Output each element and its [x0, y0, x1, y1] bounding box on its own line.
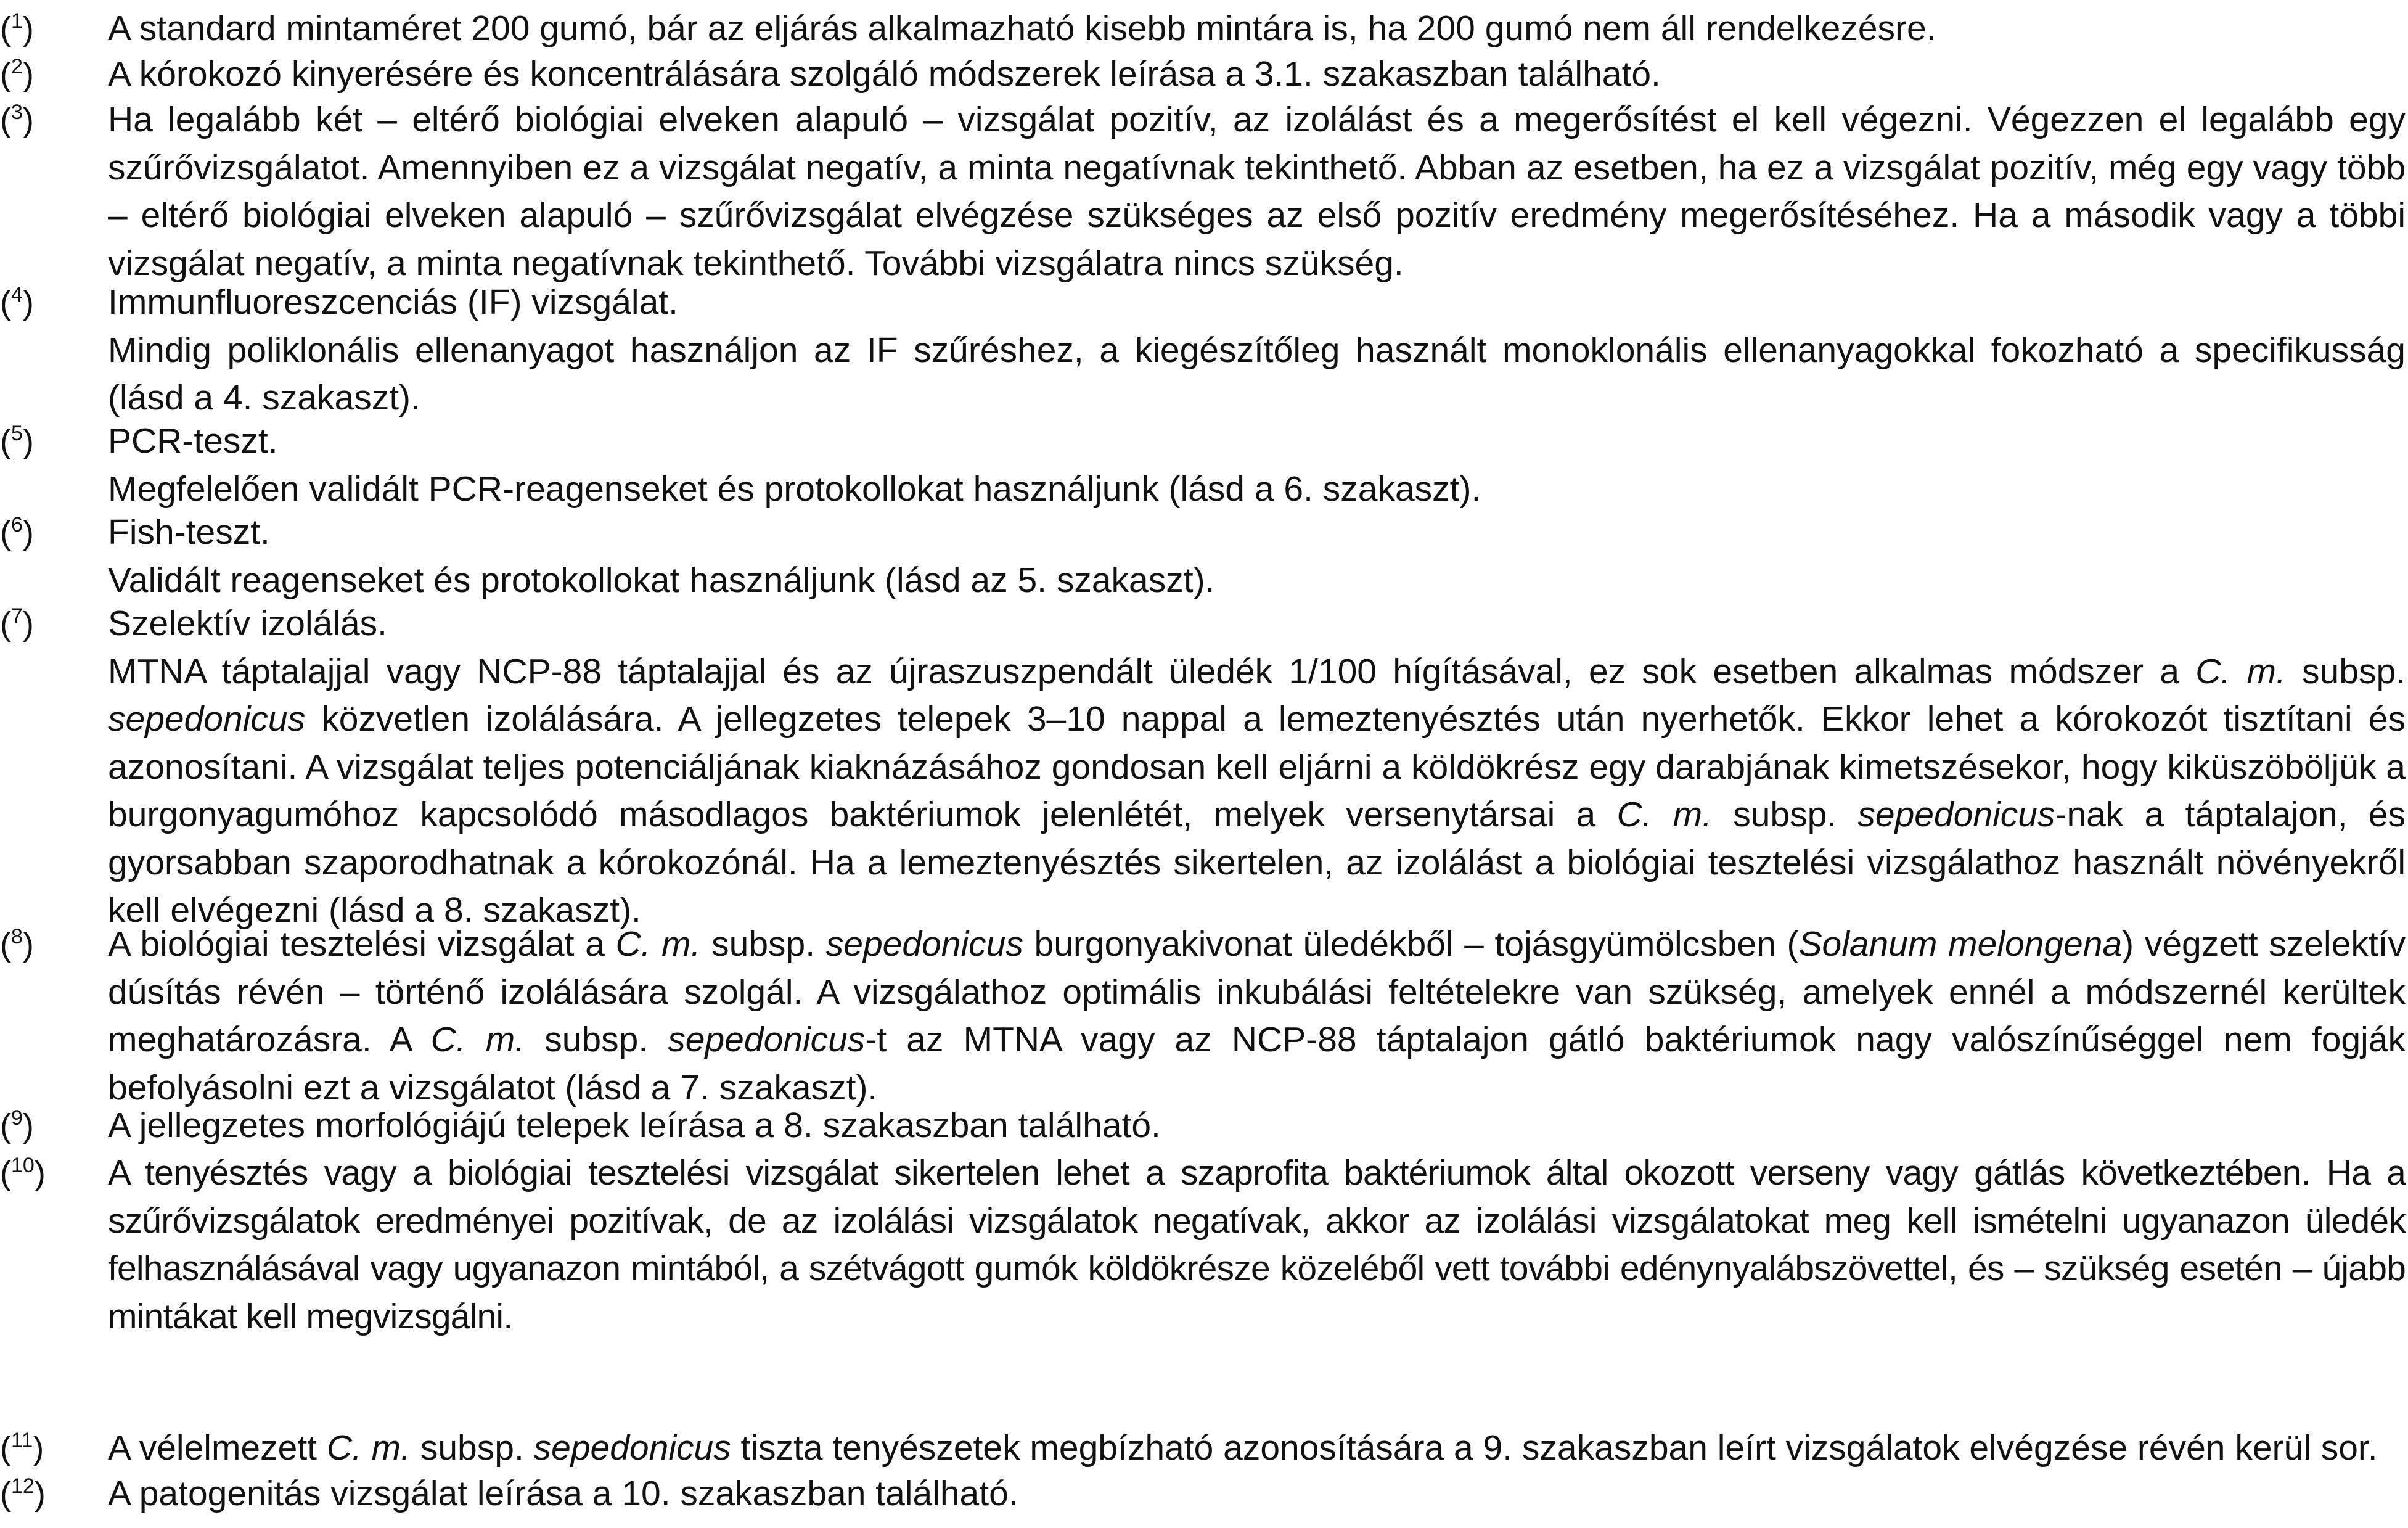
footnote-paragraph: [108, 509, 2406, 557]
footnote-paragraph: [108, 466, 2406, 514]
footnote-number: 10: [10, 1154, 35, 1177]
footnote-marker: ($^{10}$): [0, 1154, 46, 1192]
footnote-text: [108, 279, 2406, 422]
footnote-marker: ($^4$): [0, 283, 34, 321]
italic-term: C. m.: [2195, 651, 2286, 691]
text-run: subsp.: [525, 1020, 668, 1059]
footnote-paragraph: [108, 5, 2406, 53]
footnote-number: 2: [10, 55, 23, 78]
footnote-marker: ($^9$): [0, 1106, 34, 1144]
italic-term: Solanum melongena: [1798, 924, 2123, 964]
text-run: A biológiai tesztelési vizsgálat a: [108, 924, 616, 964]
footnote-paragraph: [108, 557, 2406, 605]
footnote-paragraph: [108, 1470, 2406, 1518]
italic-term: C. m.: [326, 1428, 411, 1468]
text-run: subsp.: [1712, 795, 1858, 834]
footnote-marker: ($^3$): [0, 101, 34, 139]
footnote-number: 3: [10, 101, 23, 124]
footnote-text: [108, 96, 2406, 287]
footnote-number: 12: [10, 1474, 35, 1498]
text-run: subsp.: [700, 924, 826, 964]
text-run: burgonyakivonat üledékből – tojásgyümölcsben (: [1023, 924, 1799, 964]
footnote-number: 6: [10, 513, 23, 536]
footnote-number: 5: [10, 422, 23, 445]
footnote-paragraph: [108, 648, 2406, 935]
footnote-marker: ($^7$): [0, 604, 34, 643]
footnote-paragraph: [108, 600, 2406, 648]
footnote-text: [108, 921, 2406, 1112]
text-run: A kórokozó kinyerésére és koncentrálására szolgáló módszerek leírása a 3.1. szakaszban található.: [108, 54, 1661, 94]
text-run: -nak a táptalajon, és gyorsabban szaporodhatnak a kórokozónál. Ha a lemeztenyésztés sikertelen, az izolálást a biológiai tesztelési vizsgálathoz használt növényekről kell elvégezni (lásd a 8. szakaszt).: [108, 795, 2406, 930]
footnote-marker: ($^5$): [0, 422, 34, 460]
footnote-text: [108, 1470, 2406, 1518]
footnote-text: [108, 417, 2406, 513]
text-run: Mindig poliklonális ellenanyagot használjon az IF szűréshez, a kiegészítőleg használt monoklonális ellenanyagokkal fokozható a specifikusság (lásd a 4. szakaszt).: [108, 330, 2406, 417]
footnote-text: [108, 509, 2406, 604]
footnote-marker: ($^{12}$): [0, 1474, 46, 1513]
italic-term: C. m.: [430, 1020, 525, 1059]
text-run: PCR-teszt.: [108, 421, 278, 461]
footnote-number: 1: [10, 9, 23, 33]
footnote-paragraph: [108, 51, 2406, 99]
footnote-paragraph: [108, 327, 2406, 422]
text-run: A standard mintaméret 200 gumó, bár az eljárás alkalmazható kisebb mintára is, ha 200 gumó nem áll rendelkezésre.: [108, 9, 1936, 48]
footnote-text: [108, 5, 2406, 53]
text-run: Megfelelően validált PCR-reagenseket és protokollokat használjunk (lásd a 6. szakaszt).: [108, 469, 1481, 509]
footnote-paragraph: [108, 921, 2406, 1112]
footnote-marker: ($^6$): [0, 513, 34, 551]
footnote-text: [108, 51, 2406, 99]
text-run: Ha legalább két – eltérő biológiai elveken alapuló – vizsgálat pozitív, az izolálást és a megerősítést el kell végezni. Végezzen el legalább egy szűrővizsgálatot. Amennyiben ez a vizsgálat negatív, a minta negatívnak tekinthető. Abban az esetben, ha ez a vizsgálat pozitív, még egy vagy több – eltérő biológiai elveken alapuló – szűrővizsgálat elvégzése szükséges az első pozitív eredmény megerősítéséhez. Ha a második vagy a többi vizsgálat negatív, a minta negatívnak tekinthető. További vizsgálatra nincs szükség.: [108, 100, 2406, 283]
text-run: subsp.: [411, 1428, 534, 1468]
footnote-text: [108, 1102, 2406, 1150]
footnote-text: [108, 1149, 2406, 1341]
text-run: Immunfluoreszcenciás (IF) vizsgálat.: [108, 282, 678, 322]
italic-term: sepedonicus: [1857, 795, 2055, 834]
italic-term: sepedonicus: [825, 924, 1023, 964]
footnote-paragraph: [108, 1149, 2406, 1341]
footnote-number: 4: [10, 283, 23, 306]
text-run: A patogenitás vizsgálat leírása a 10. szakaszban található.: [108, 1474, 1018, 1513]
text-run: A tenyésztés vagy a biológiai tesztelési vizsgálat sikertelen lehet a szaprofita baktériumok által okozott verseny vagy gátlás következtében. Ha a szűrővizsgálatok eredményei pozitívak, de az izolálási vizsgálatok negatívak, akkor az izolálási vizsgálatokat meg kell ismételni ugyanazon üledék felhasználásával vagy ugyanazon mintából, a szétvágott gumók köldökrésze közeléből vett további edénynyalábszövettel, és – szükség esetén – újabb mintákat kell megvizsgálni.: [108, 1153, 2406, 1336]
text-run: Validált reagenseket és protokollokat használjunk (lásd az 5. szakaszt).: [108, 560, 1215, 600]
footnote-marker: ($^8$): [0, 925, 34, 963]
footnote-number: 8: [10, 925, 23, 948]
footnote-paragraph: [108, 1424, 2406, 1473]
italic-term: C. m.: [615, 924, 701, 964]
footnote-paragraph: [108, 96, 2406, 287]
italic-term: sepedonicus: [668, 1020, 866, 1059]
footnote-number: 9: [10, 1106, 23, 1130]
text-run: tiszta tenyészetek megbízható azonosítására a 9. szakaszban leírt vizsgálatok elvégzése révén kerül sor.: [731, 1428, 2378, 1468]
text-run: A vélelmezett: [108, 1428, 327, 1468]
italic-term: C. m.: [1616, 795, 1712, 834]
text-run: Fish-teszt.: [108, 512, 270, 552]
text-run: -t az MTNA vagy az NCP-88 táptalajon gátló baktériumok nagy valószínűséggel nem fogják befolyásolni ezt a vizsgálatot (lásd a 7. szakaszt).: [108, 1020, 2406, 1107]
italic-term: sepedonicus: [108, 699, 306, 739]
footnote-number: 11: [10, 1429, 33, 1452]
footnote-paragraph: [108, 279, 2406, 327]
footnote-marker: ($^2$): [0, 55, 34, 93]
italic-term: sepedonicus: [533, 1428, 731, 1468]
footnote-paragraph: [108, 417, 2406, 466]
text-run: Szelektív izolálás.: [108, 604, 388, 643]
text-run: közvetlen izolálására. A jellegzetes telepek 3–10 nappal a lemeztenyésztés után nyerhetők. Ekkor lehet a kórokozót tisztítani és azonosítani. A vizsgálat teljes potenciáljának kiaknázásához gondosan kell eljárni a köldökrész egy darabjának kimetszésekor, hogy kiküszöböljük a burgonyagumóhoz kapcsolódó másodlagos baktériumok jelenlétét, melyek versenytársai a: [108, 699, 2406, 834]
footnote-text: [108, 1424, 2406, 1473]
footnote-text: [108, 600, 2406, 935]
footnote-paragraph: [108, 1102, 2406, 1150]
text-run: ) végzett szelektív dúsítás révén – történő izolálására szolgál. A vizsgálathoz optimális inkubálási feltételekre van szükség, amelyek ennél a módszernél kerültek meghatározásra. A: [108, 924, 2406, 1059]
footnote-marker: ($^{11}$): [0, 1429, 44, 1467]
footnote-marker: ($^1$): [0, 9, 34, 47]
text-run: MTNA táptalajjal vagy NCP-88 táptalajjal és az újraszuszpendált üledék 1/100 hígításával, ez sok esetben alkalmas módszer a: [108, 651, 2196, 691]
footnote-number: 7: [10, 604, 23, 628]
text-run: subsp.: [2285, 651, 2406, 691]
text-run: A jellegzetes morfológiájú telepek leírása a 8. szakaszban található.: [108, 1106, 1161, 1145]
